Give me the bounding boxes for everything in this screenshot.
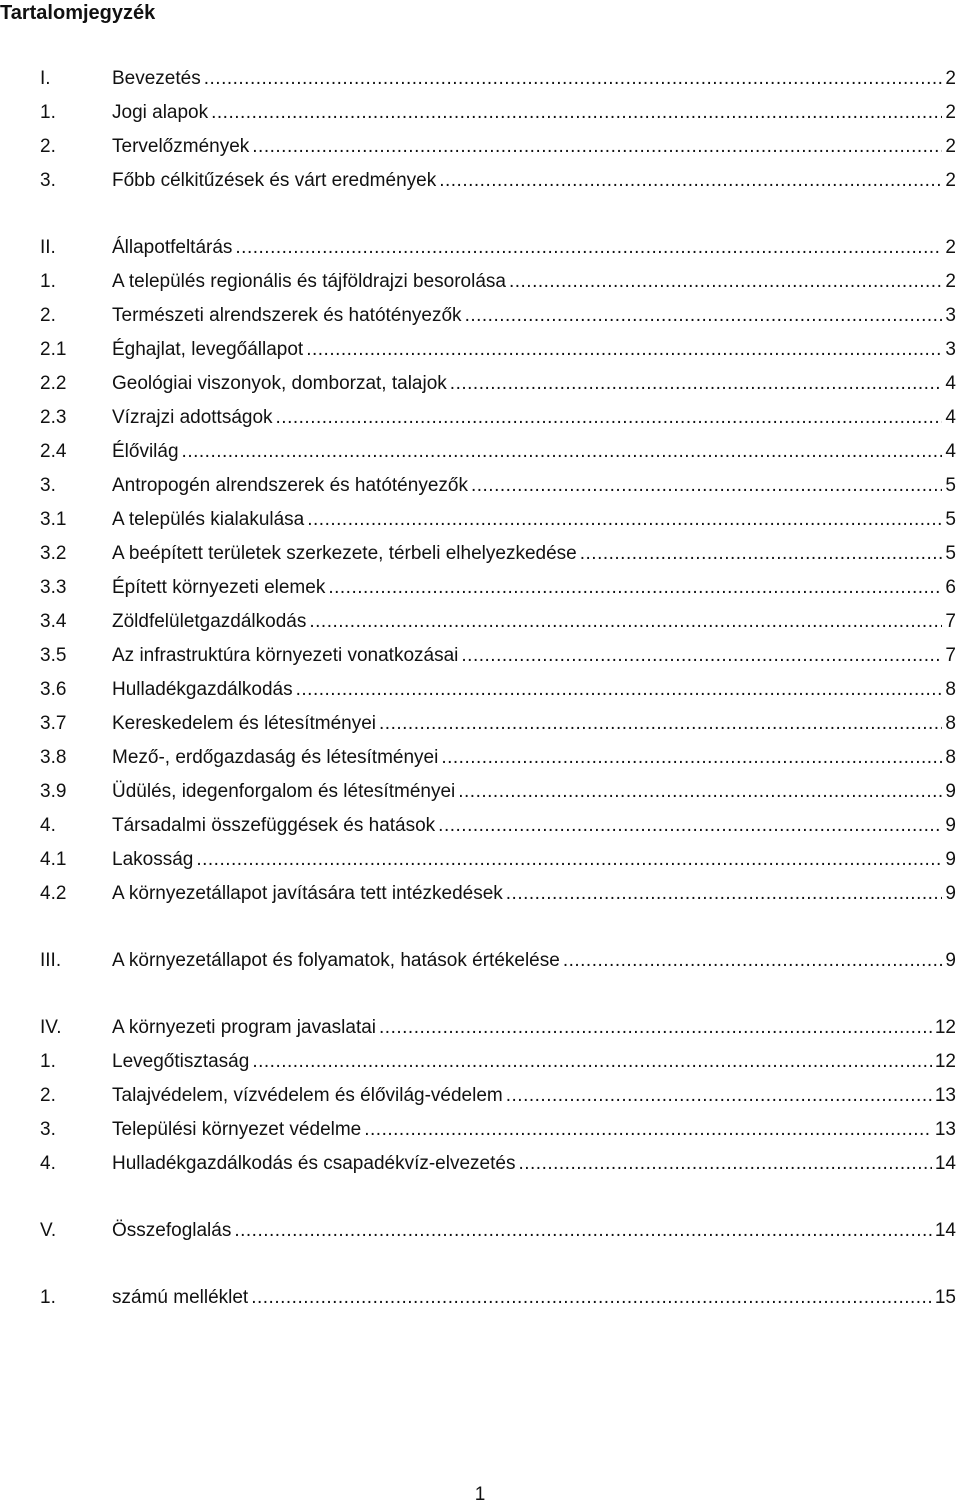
toc-entry-number: 3.4 xyxy=(40,611,67,632)
toc-entry-number: 3.1 xyxy=(40,509,67,530)
dot-leader xyxy=(458,775,942,809)
dot-leader xyxy=(252,130,942,164)
toc-entry[interactable] xyxy=(0,299,960,333)
toc-entry[interactable] xyxy=(0,469,960,503)
toc-entry-label[interactable]: Az infrastruktúra környezeti vonatkozásai xyxy=(112,645,459,666)
toc-entry-page: 8 xyxy=(945,713,956,734)
toc-entry-body xyxy=(112,1147,956,1181)
toc-entry-page: 4 xyxy=(945,373,956,394)
toc-entry-label[interactable]: Élővilág xyxy=(112,441,179,462)
dot-leader xyxy=(235,231,942,265)
toc-entry-number: 1. xyxy=(40,271,56,292)
toc-entry[interactable] xyxy=(0,435,960,469)
dot-leader xyxy=(379,1011,932,1045)
toc-entry[interactable] xyxy=(0,503,960,537)
toc-entry-label[interactable]: A környezetállapot javítására tett intézkedések xyxy=(112,883,503,904)
toc-entry-body xyxy=(112,605,956,639)
toc-entry-body xyxy=(112,673,956,707)
toc-entry-page: 15 xyxy=(934,1287,956,1308)
toc-entry-body xyxy=(112,809,956,843)
toc-entry-number: I. xyxy=(40,68,51,89)
dot-leader xyxy=(182,435,943,469)
toc-entry-label[interactable]: Talajvédelem, vízvédelem és élővilág-védelem xyxy=(112,1085,503,1106)
toc-entry[interactable] xyxy=(0,1281,960,1315)
toc-entry-number: II. xyxy=(40,237,56,258)
toc-entry-page: 8 xyxy=(945,679,956,700)
toc-entry-number: 2.3 xyxy=(40,407,67,428)
toc-entry-body xyxy=(112,299,956,333)
toc-entry[interactable] xyxy=(0,843,960,877)
toc-title: Tartalomjegyzék xyxy=(0,2,156,24)
toc-entry-body xyxy=(112,62,956,96)
toc-entry-number: 3. xyxy=(40,475,56,496)
toc-entry-number: 4. xyxy=(40,1153,56,1174)
toc-entry-label[interactable]: A beépített területek szerkezete, térbeli elhelyezkedése xyxy=(112,543,577,564)
toc-entry-page: 9 xyxy=(945,950,956,971)
toc-entry-page: 9 xyxy=(945,883,956,904)
toc-entry-number: 1. xyxy=(40,1287,56,1308)
dot-leader xyxy=(307,503,942,537)
section-spacer xyxy=(0,978,960,1011)
dot-leader xyxy=(251,1281,932,1315)
toc-entry-page: 3 xyxy=(945,305,956,326)
dot-leader xyxy=(471,469,942,503)
toc-entry-number: 3.2 xyxy=(40,543,67,564)
toc-entry-label[interactable]: Üdülés, idegenforgalom és létesítményei xyxy=(112,781,456,802)
dot-leader xyxy=(563,944,943,978)
toc-entry-label[interactable]: Hulladékgazdálkodás xyxy=(112,679,293,700)
toc-entry-body xyxy=(112,944,956,978)
toc-entry-page: 4 xyxy=(945,441,956,462)
toc-entry-page: 7 xyxy=(945,645,956,666)
toc-entry-label[interactable]: Települési környezet védelme xyxy=(112,1119,362,1140)
toc-entry-number: 1. xyxy=(40,1051,56,1072)
toc-entry[interactable] xyxy=(0,1045,960,1079)
toc-entry-number: III. xyxy=(40,950,62,971)
toc-entry-body xyxy=(112,707,956,741)
toc-entry[interactable] xyxy=(0,775,960,809)
toc-entry-body xyxy=(112,130,956,164)
toc-entry-number: 2.1 xyxy=(40,339,67,360)
toc-entry[interactable] xyxy=(0,62,960,96)
dot-leader xyxy=(506,877,943,911)
toc-entry-body xyxy=(112,503,956,537)
toc-entry-page: 5 xyxy=(945,475,956,496)
toc-entry-body xyxy=(112,1214,956,1248)
dot-leader xyxy=(438,809,942,843)
toc-entry-label[interactable]: Jogi alapok xyxy=(112,102,209,123)
dot-leader xyxy=(296,673,943,707)
toc-entry[interactable] xyxy=(0,1214,960,1248)
toc-entry-page: 12 xyxy=(934,1017,956,1038)
toc-entry[interactable] xyxy=(0,707,960,741)
page-number: 1 xyxy=(474,1484,486,1505)
toc-entry-body xyxy=(112,537,956,571)
dot-leader xyxy=(518,1147,931,1181)
toc-entry[interactable] xyxy=(0,401,960,435)
toc-entry-body xyxy=(112,435,956,469)
dot-leader xyxy=(364,1113,932,1147)
table-of-contents xyxy=(0,62,960,1315)
dot-leader xyxy=(441,741,942,775)
dot-leader xyxy=(196,843,942,877)
toc-entry-body xyxy=(112,469,956,503)
toc-entry-body xyxy=(112,401,956,435)
dot-leader xyxy=(439,164,942,198)
toc-entry-page: 9 xyxy=(945,849,956,870)
toc-entry-number: 2.4 xyxy=(40,441,67,462)
toc-entry[interactable] xyxy=(0,96,960,130)
toc-entry-page: 2 xyxy=(945,170,956,191)
toc-entry[interactable] xyxy=(0,877,960,911)
toc-entry-number: 4.2 xyxy=(40,883,67,904)
toc-entry[interactable] xyxy=(0,1113,960,1147)
dot-leader xyxy=(211,96,942,130)
toc-entry-body xyxy=(112,367,956,401)
toc-entry[interactable] xyxy=(0,231,960,265)
toc-entry-label[interactable]: Főbb célkitűzések és várt eredmények xyxy=(112,170,437,191)
toc-entry-number: 3.5 xyxy=(40,645,67,666)
toc-entry-body xyxy=(112,877,956,911)
toc-entry-page: 2 xyxy=(945,68,956,89)
toc-entry-page: 5 xyxy=(945,543,956,564)
toc-entry-page: 14 xyxy=(934,1153,956,1174)
toc-entry-label[interactable]: Lakosság xyxy=(112,849,194,870)
toc-entry-body xyxy=(112,231,956,265)
toc-entry-body xyxy=(112,1281,956,1315)
dot-leader xyxy=(204,62,943,96)
dot-leader xyxy=(309,605,942,639)
toc-entry-body xyxy=(112,1079,956,1113)
toc-entry-body xyxy=(112,96,956,130)
dot-leader xyxy=(509,265,942,299)
toc-entry-page: 9 xyxy=(945,815,956,836)
dot-leader xyxy=(461,639,942,673)
toc-entry-body xyxy=(112,775,956,809)
toc-entry-page: 7 xyxy=(945,611,956,632)
toc-entry-label[interactable]: Antropogén alrendszerek és hatótényezők xyxy=(112,475,468,496)
toc-entry-label[interactable]: Kereskedelem és létesítményei xyxy=(112,713,377,734)
dot-leader xyxy=(276,401,943,435)
section-spacer xyxy=(0,198,960,231)
toc-entry-label[interactable]: A környezeti program javaslatai xyxy=(112,1017,377,1038)
toc-entry[interactable] xyxy=(0,639,960,673)
toc-entry[interactable] xyxy=(0,537,960,571)
toc-entry-label[interactable]: számú melléklet xyxy=(112,1287,249,1308)
toc-entry[interactable] xyxy=(0,605,960,639)
toc-entry-page: 5 xyxy=(945,509,956,530)
toc-entry-number: 4. xyxy=(40,815,56,836)
toc-entry-page: 4 xyxy=(945,407,956,428)
toc-entry-body xyxy=(112,741,956,775)
toc-entry-label[interactable]: Állapotfeltárás xyxy=(112,237,233,258)
dot-leader xyxy=(306,333,942,367)
toc-entry-label[interactable]: Éghajlat, levegőállapot xyxy=(112,339,304,360)
toc-entry-number: 3. xyxy=(40,170,56,191)
toc-entry-body xyxy=(112,1113,956,1147)
toc-entry-label[interactable]: Hulladékgazdálkodás és csapadékvíz-elvezetés xyxy=(112,1153,516,1174)
toc-entry-number: 2. xyxy=(40,136,56,157)
toc-entry-page: 6 xyxy=(945,577,956,598)
toc-entry-page: 12 xyxy=(934,1051,956,1072)
toc-entry-label[interactable]: Zöldfelületgazdálkodás xyxy=(112,611,307,632)
toc-entry-number: 2. xyxy=(40,1085,56,1106)
toc-entry-number: 4.1 xyxy=(40,849,67,870)
toc-entry-number: 3.3 xyxy=(40,577,67,598)
toc-entry-label[interactable]: Mező-, erdőgazdaság és létesítményei xyxy=(112,747,439,768)
toc-entry-page: 3 xyxy=(945,339,956,360)
toc-entry-number: IV. xyxy=(40,1017,62,1038)
toc-entry-label[interactable]: Összefoglalás xyxy=(112,1220,232,1241)
toc-entry-body xyxy=(112,843,956,877)
toc-entry-page: 13 xyxy=(934,1085,956,1106)
toc-entry[interactable] xyxy=(0,265,960,299)
toc-entry-page: 2 xyxy=(945,237,956,258)
toc-entry-label[interactable]: A település kialakulása xyxy=(112,509,305,530)
toc-entry-number: 3.6 xyxy=(40,679,67,700)
toc-entry-body xyxy=(112,265,956,299)
toc-entry[interactable] xyxy=(0,1079,960,1113)
toc-entry-page: 8 xyxy=(945,747,956,768)
toc-entry-body xyxy=(112,1011,956,1045)
toc-entry-number: 3. xyxy=(40,1119,56,1140)
toc-entry-number: V. xyxy=(40,1220,57,1241)
toc-entry-page: 2 xyxy=(945,136,956,157)
toc-entry-body xyxy=(112,639,956,673)
toc-entry-label[interactable]: A település regionális és tájföldrajzi besorolása xyxy=(112,271,506,292)
toc-entry-label[interactable]: Geológiai viszonyok, domborzat, talajok xyxy=(112,373,447,394)
toc-entry-body xyxy=(112,571,956,605)
toc-entry-body xyxy=(112,164,956,198)
toc-entry-number: 3.9 xyxy=(40,781,67,802)
toc-entry-label[interactable]: Természeti alrendszerek és hatótényezők xyxy=(112,305,462,326)
dot-leader xyxy=(506,1079,932,1113)
toc-entry[interactable] xyxy=(0,741,960,775)
dot-leader xyxy=(465,299,943,333)
toc-entry[interactable] xyxy=(0,333,960,367)
toc-entry[interactable] xyxy=(0,1011,960,1045)
toc-entry-page: 14 xyxy=(934,1220,956,1241)
toc-entry-number: 3.7 xyxy=(40,713,67,734)
toc-entry-label[interactable]: Épített környezeti elemek xyxy=(112,577,326,598)
section-spacer xyxy=(0,1248,960,1281)
toc-entry[interactable] xyxy=(0,809,960,843)
dot-leader xyxy=(328,571,942,605)
toc-entry-label[interactable]: Tervelőzmények xyxy=(112,136,250,157)
toc-entry-number: 1. xyxy=(40,102,56,123)
toc-entry-page: 13 xyxy=(934,1119,956,1140)
dot-leader xyxy=(252,1045,932,1079)
toc-entry-label[interactable]: Bevezetés xyxy=(112,68,201,89)
toc-entry-number: 2.2 xyxy=(40,373,67,394)
toc-entry[interactable] xyxy=(0,164,960,198)
toc-entry-page: 2 xyxy=(945,271,956,292)
dot-leader xyxy=(580,537,943,571)
section-spacer xyxy=(0,1181,960,1214)
toc-entry[interactable] xyxy=(0,130,960,164)
toc-entry-page: 2 xyxy=(945,102,956,123)
dot-leader xyxy=(234,1214,932,1248)
toc-entry-number: 3.8 xyxy=(40,747,67,768)
toc-entry-page: 9 xyxy=(945,781,956,802)
toc-entry-number: 2. xyxy=(40,305,56,326)
toc-entry-body xyxy=(112,333,956,367)
toc-entry-label[interactable]: Társadalmi összefüggések és hatások xyxy=(112,815,436,836)
toc-entry-body xyxy=(112,1045,956,1079)
toc-entry[interactable] xyxy=(0,1147,960,1181)
toc-entry[interactable] xyxy=(0,944,960,978)
toc-entry-label[interactable]: Levegőtisztaság xyxy=(112,1051,250,1072)
toc-entry[interactable] xyxy=(0,673,960,707)
toc-entry[interactable] xyxy=(0,367,960,401)
dot-leader xyxy=(450,367,943,401)
toc-entry[interactable] xyxy=(0,571,960,605)
toc-entry-label[interactable]: A környezetállapot és folyamatok, hatások értékelése xyxy=(112,950,560,971)
toc-entry-label[interactable]: Vízrajzi adottságok xyxy=(112,407,273,428)
dot-leader xyxy=(379,707,942,741)
section-spacer xyxy=(0,911,960,944)
